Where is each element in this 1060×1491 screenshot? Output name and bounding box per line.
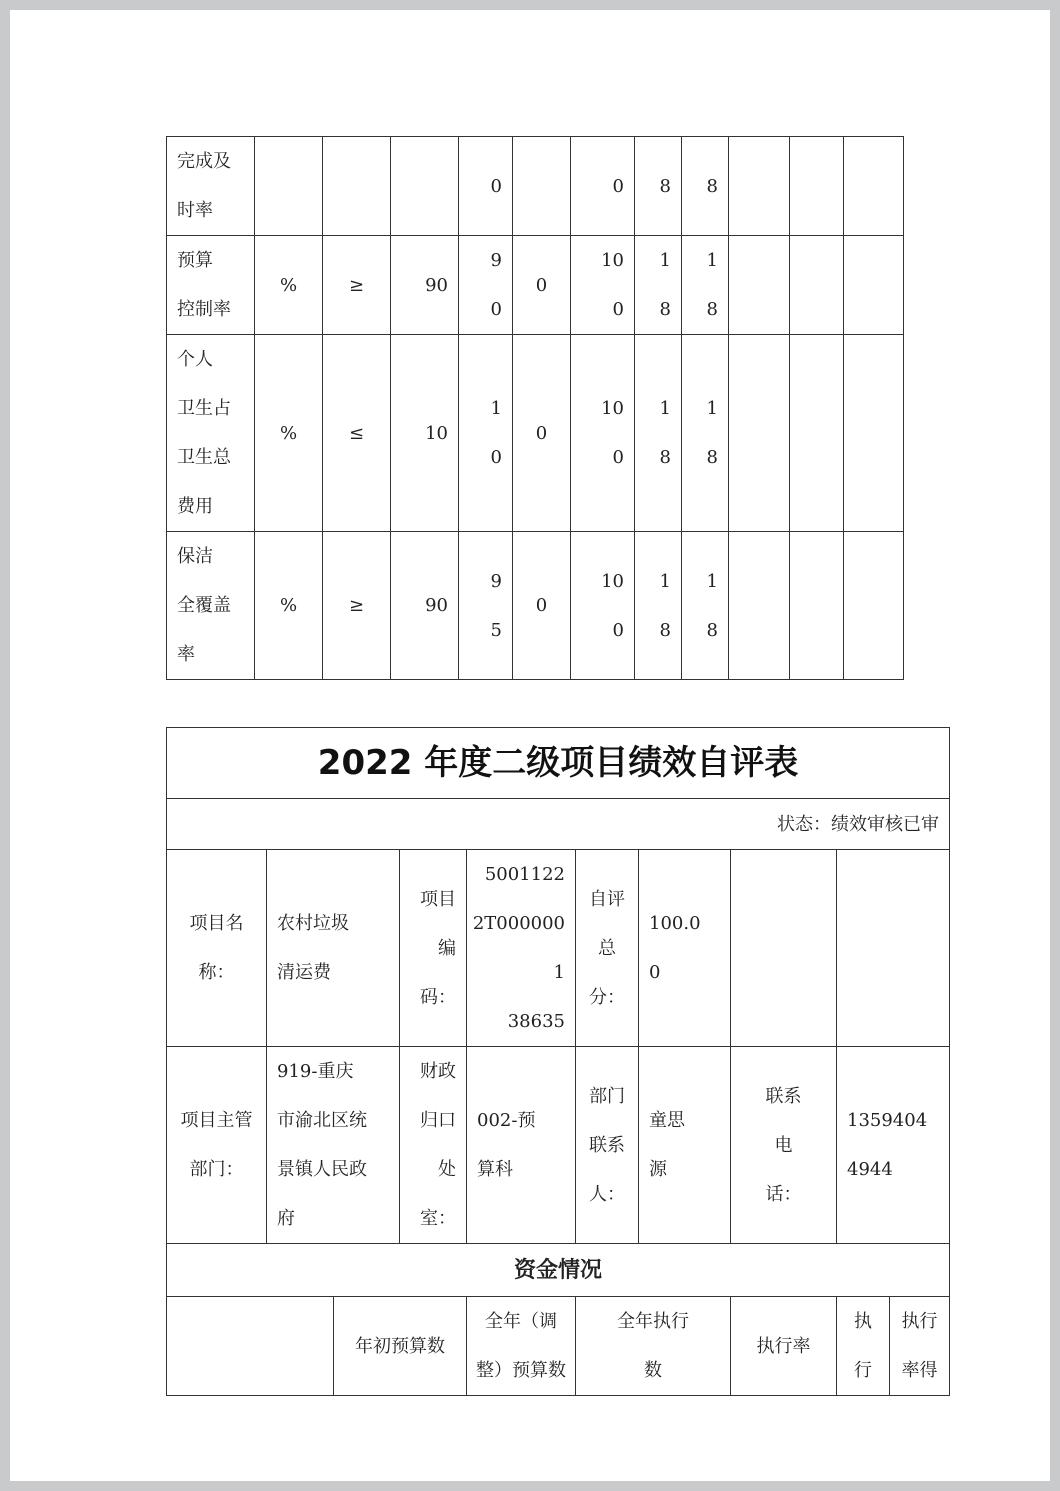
text-line: 100.0 bbox=[649, 913, 701, 934]
empty-cell bbox=[729, 532, 790, 680]
text-line: 话： bbox=[765, 1183, 802, 1205]
text-line: 行 bbox=[854, 1360, 872, 1381]
text-line: 数 bbox=[644, 1360, 662, 1381]
project-code-value bbox=[467, 850, 576, 1047]
text-line: 项目 bbox=[420, 888, 456, 910]
text-line: 8 bbox=[706, 447, 718, 468]
unit-cell: % bbox=[255, 236, 323, 335]
text-line: 0 bbox=[490, 299, 502, 320]
deviation-cell: 0 bbox=[513, 335, 571, 532]
text-line: 联系 bbox=[765, 1085, 802, 1107]
empty-cell bbox=[729, 137, 790, 236]
text-line: 完成及 bbox=[177, 151, 231, 172]
text-line: 时率 bbox=[177, 200, 213, 221]
operator-cell: ≥ bbox=[323, 532, 391, 680]
score-cell bbox=[682, 137, 729, 236]
text-line: 1 bbox=[490, 398, 502, 419]
text-line: 项目主管 bbox=[180, 1110, 253, 1131]
weight-cell bbox=[635, 532, 682, 680]
executed-header bbox=[576, 1297, 731, 1396]
initial-budget-header: 年初预算数 bbox=[334, 1297, 467, 1396]
empty-cell bbox=[844, 236, 904, 335]
text-line: 919-重庆 bbox=[277, 1061, 354, 1082]
text-line: 府 bbox=[277, 1208, 295, 1229]
text-line: 全年（调 bbox=[485, 1311, 557, 1332]
empty-cell bbox=[790, 137, 844, 236]
text-line: 率得 bbox=[901, 1360, 938, 1381]
text-line: 市渝北区统 bbox=[277, 1110, 367, 1131]
text-line: 费用 bbox=[177, 496, 213, 517]
empty-cell bbox=[790, 532, 844, 680]
project-name-value bbox=[267, 850, 400, 1047]
empty-cell bbox=[729, 335, 790, 532]
text-line: 总 bbox=[598, 937, 616, 959]
unit-cell: % bbox=[255, 532, 323, 680]
text-line: 1 bbox=[706, 250, 718, 271]
contact-label bbox=[576, 1047, 639, 1244]
dept-label bbox=[167, 1047, 267, 1244]
text-line: 0 bbox=[490, 175, 502, 197]
empty-cell bbox=[167, 1297, 334, 1396]
text-line: 全覆盖 bbox=[177, 595, 231, 616]
text-line: 8 bbox=[706, 299, 718, 320]
adjusted-budget-header bbox=[467, 1297, 576, 1396]
operator-cell: ≤ bbox=[323, 335, 391, 532]
finance-office-value bbox=[467, 1047, 576, 1244]
text-line: 码： bbox=[420, 986, 456, 1008]
text-line: 2T0000001 bbox=[472, 913, 565, 983]
text-line: 部门： bbox=[189, 1159, 244, 1180]
indicator-name bbox=[167, 335, 255, 532]
score-cell bbox=[682, 532, 729, 680]
operator-cell bbox=[323, 137, 391, 236]
text-line: 0 bbox=[649, 962, 661, 983]
text-line: 9 bbox=[490, 250, 502, 271]
unit-cell bbox=[255, 137, 323, 236]
actual-value-cell bbox=[459, 137, 513, 236]
actual-value-cell bbox=[459, 335, 513, 532]
text-line: 农村垃圾 bbox=[277, 913, 349, 934]
text-line: 8 bbox=[659, 447, 671, 468]
text-line: 8 bbox=[706, 619, 718, 641]
text-line: 部门 bbox=[589, 1085, 625, 1107]
text-line: 10 bbox=[601, 570, 624, 592]
text-line: 整）预算数 bbox=[476, 1360, 566, 1381]
text-line: 归口 bbox=[420, 1110, 456, 1131]
empty-cell bbox=[844, 335, 904, 532]
indicator-name bbox=[167, 137, 255, 236]
completion-rate-cell bbox=[571, 137, 635, 236]
text-line: 清运费 bbox=[277, 962, 331, 983]
text-line: 景镇人民政 bbox=[277, 1159, 367, 1180]
funds-section-title: 资金情况 bbox=[167, 1244, 950, 1297]
text-line: 9 bbox=[490, 570, 502, 592]
finance-office-label bbox=[400, 1047, 467, 1244]
unit-cell: % bbox=[255, 335, 323, 532]
text-line: 002-预 bbox=[477, 1110, 536, 1131]
text-line: 电 bbox=[774, 1134, 793, 1156]
text-line: 个人 bbox=[177, 349, 213, 370]
text-line: 自评 bbox=[589, 888, 625, 910]
empty-cell bbox=[729, 236, 790, 335]
text-line: 控制率 bbox=[177, 299, 231, 320]
text-line: 保洁 bbox=[177, 546, 213, 567]
text-line: 10 bbox=[601, 250, 624, 271]
dept-value bbox=[267, 1047, 400, 1244]
text-line: 8 bbox=[659, 175, 671, 197]
empty-cell bbox=[790, 236, 844, 335]
exec-header bbox=[837, 1297, 890, 1396]
text-line: 源 bbox=[649, 1159, 667, 1180]
text-line: 8 bbox=[659, 619, 671, 641]
deviation-cell: 0 bbox=[513, 236, 571, 335]
text-line: 8 bbox=[706, 175, 718, 197]
text-line: 称： bbox=[198, 962, 235, 983]
exec-score-header bbox=[890, 1297, 950, 1396]
form-title: 2022 年度二级项目绩效自评表 bbox=[167, 728, 950, 799]
operator-cell: ≥ bbox=[323, 236, 391, 335]
text-line: 人： bbox=[589, 1183, 625, 1205]
completion-rate-cell bbox=[571, 532, 635, 680]
text-line: 1 bbox=[659, 250, 671, 271]
text-line: 4944 bbox=[847, 1159, 893, 1180]
text-line: 1 bbox=[706, 570, 718, 592]
contact-value bbox=[639, 1047, 731, 1244]
deviation-cell bbox=[513, 137, 571, 236]
indicator-row bbox=[167, 335, 904, 532]
text-line: 1 bbox=[659, 570, 671, 592]
text-line: 0 bbox=[612, 299, 624, 320]
text-line: 执行 bbox=[901, 1311, 938, 1332]
empty-cell bbox=[731, 850, 837, 1047]
text-line: 0 bbox=[612, 175, 624, 197]
completion-rate-cell bbox=[571, 236, 635, 335]
text-line: 卫生总 bbox=[177, 447, 231, 468]
indicator-name bbox=[167, 532, 255, 680]
text-line: 算科 bbox=[477, 1159, 513, 1180]
text-line: 联系 bbox=[589, 1134, 625, 1156]
indicator-row bbox=[167, 532, 904, 680]
indicator-row bbox=[167, 236, 904, 335]
actual-value-cell bbox=[459, 236, 513, 335]
text-line: 1 bbox=[659, 398, 671, 419]
empty-cell bbox=[844, 137, 904, 236]
project-name-label bbox=[167, 850, 267, 1047]
target-cell: 90 bbox=[391, 236, 459, 335]
text-line: 室： bbox=[420, 1208, 456, 1229]
text-line: 5 bbox=[490, 619, 502, 641]
empty-cell bbox=[844, 532, 904, 680]
status-text: 状态：绩效审核已审 bbox=[167, 799, 950, 850]
text-line: 10 bbox=[601, 398, 624, 419]
deviation-cell: 0 bbox=[513, 532, 571, 680]
actual-value-cell bbox=[459, 532, 513, 680]
text-line: 卫生占 bbox=[177, 398, 231, 419]
text-line: 预算 bbox=[177, 250, 213, 271]
text-line: 童思 bbox=[649, 1110, 685, 1131]
text-line: 0 bbox=[612, 447, 624, 468]
text-line: 8 bbox=[659, 299, 671, 320]
self-evaluation-form bbox=[166, 727, 950, 1396]
performance-indicator-table bbox=[166, 136, 904, 680]
weight-cell bbox=[635, 236, 682, 335]
text-line: 率 bbox=[177, 644, 195, 665]
exec-rate-header: 执行率 bbox=[731, 1297, 837, 1396]
text-line: 处 bbox=[438, 1159, 456, 1180]
empty-cell bbox=[790, 335, 844, 532]
score-cell bbox=[682, 236, 729, 335]
self-score-value bbox=[639, 850, 731, 1047]
text-line: 执 bbox=[854, 1311, 872, 1332]
text-line: 项目名 bbox=[189, 913, 244, 934]
phone-value bbox=[837, 1047, 950, 1244]
text-line: 0 bbox=[490, 447, 502, 468]
weight-cell bbox=[635, 137, 682, 236]
self-score-label bbox=[576, 850, 639, 1047]
target-cell bbox=[391, 137, 459, 236]
indicator-name bbox=[167, 236, 255, 335]
text-line: 编 bbox=[438, 937, 456, 959]
text-line: 全年执行 bbox=[617, 1311, 689, 1332]
project-code-label bbox=[400, 850, 467, 1047]
text-line: 1 bbox=[706, 398, 718, 419]
text-line: 分： bbox=[589, 986, 625, 1008]
phone-label bbox=[731, 1047, 837, 1244]
text-line: 1359404 bbox=[847, 1110, 928, 1131]
completion-rate-cell bbox=[571, 335, 635, 532]
text-line: 5001122 bbox=[484, 864, 565, 885]
weight-cell bbox=[635, 335, 682, 532]
target-cell: 90 bbox=[391, 532, 459, 680]
text-line: 0 bbox=[612, 619, 624, 641]
score-cell bbox=[682, 335, 729, 532]
text-line: 财政 bbox=[420, 1061, 456, 1082]
target-cell: 10 bbox=[391, 335, 459, 532]
text-line: 38635 bbox=[507, 1011, 565, 1032]
document-page bbox=[10, 10, 1050, 1481]
empty-cell bbox=[837, 850, 950, 1047]
indicator-row bbox=[167, 137, 904, 236]
